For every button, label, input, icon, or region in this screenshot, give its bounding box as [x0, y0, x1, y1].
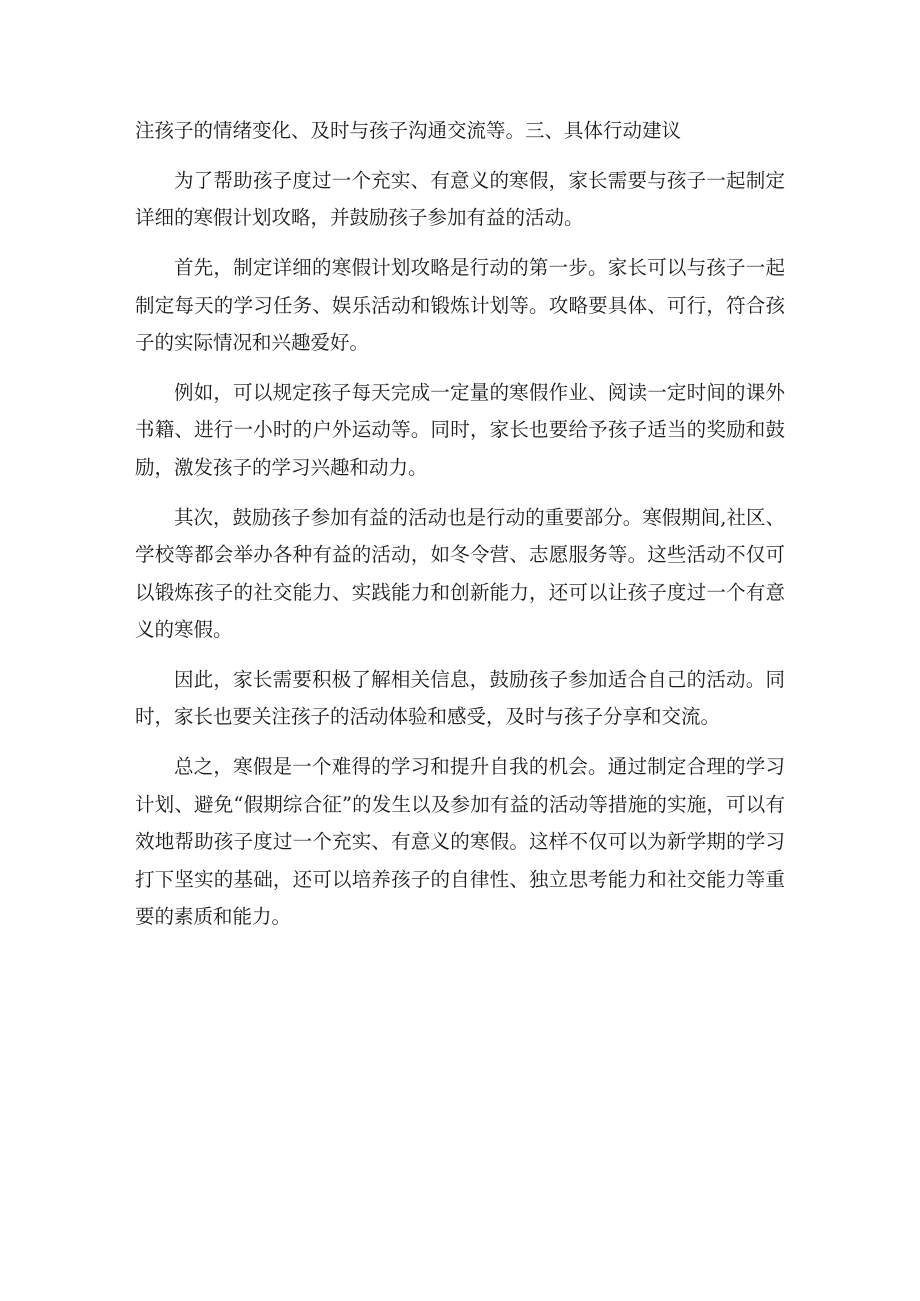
paragraph-continuation: 注孩子的情绪变化、及时与孩子沟通交流等。三、具体行动建议	[135, 119, 682, 142]
paragraph-intro: 为了帮助孩子度过一个充实、有意义的寒假，家长需要与孩子一起制定详细的寒假计划攻略，并鼓励孩子参加有益的活动。	[135, 168, 785, 230]
paragraph-example: 例如，可以规定孩子每天完成一定量的寒假作业、阅读一定时间的课外书籍、进行一小时的户外运动等。同时，家长也要给予孩子适当的奖励和鼓励，激发孩子的学习兴趣和动力。	[135, 380, 785, 479]
paragraph-first-step: 首先，制定详细的寒假计划攻略是行动的第一步。家长可以与孩子一起制定每天的学习任务、娱乐活动和锻炼计划等。攻略要具体、可行，符合孩子的实际情况和兴趣爱好。	[135, 256, 785, 355]
paragraph-second-step: 其次，鼓励孩子参加有益的活动也是行动的重要部分。寒假期间,社区、学校等都会举办各种有益的活动，如冬令营、志愿服务等。这些活动不仅可以锻炼孩子的社交能力、实践能力和创新能力，还可以让孩子度过一个有意义的寒假。	[135, 505, 785, 642]
paragraph-therefore: 因此，家长需要积极了解相关信息，鼓励孩子参加适合自己的活动。同时，家长也要关注孩子的活动体验和感受，及时与孩子分享和交流。	[135, 667, 785, 729]
paragraph-conclusion: 总之，寒假是一个难得的学习和提升自我的机会。通过制定合理的学习计划、避免“假期综合征”的发生以及参加有益的活动等措施的实施，可以有效地帮助孩子度过一个充实、有意义的寒假。这样不仅可以为新学期的学习打下坚实的基础，还可以培养孩子的自律性、独立思考能力和社交能力等重要的素质和能力。	[135, 755, 785, 929]
document-body	[135, 112, 785, 948]
